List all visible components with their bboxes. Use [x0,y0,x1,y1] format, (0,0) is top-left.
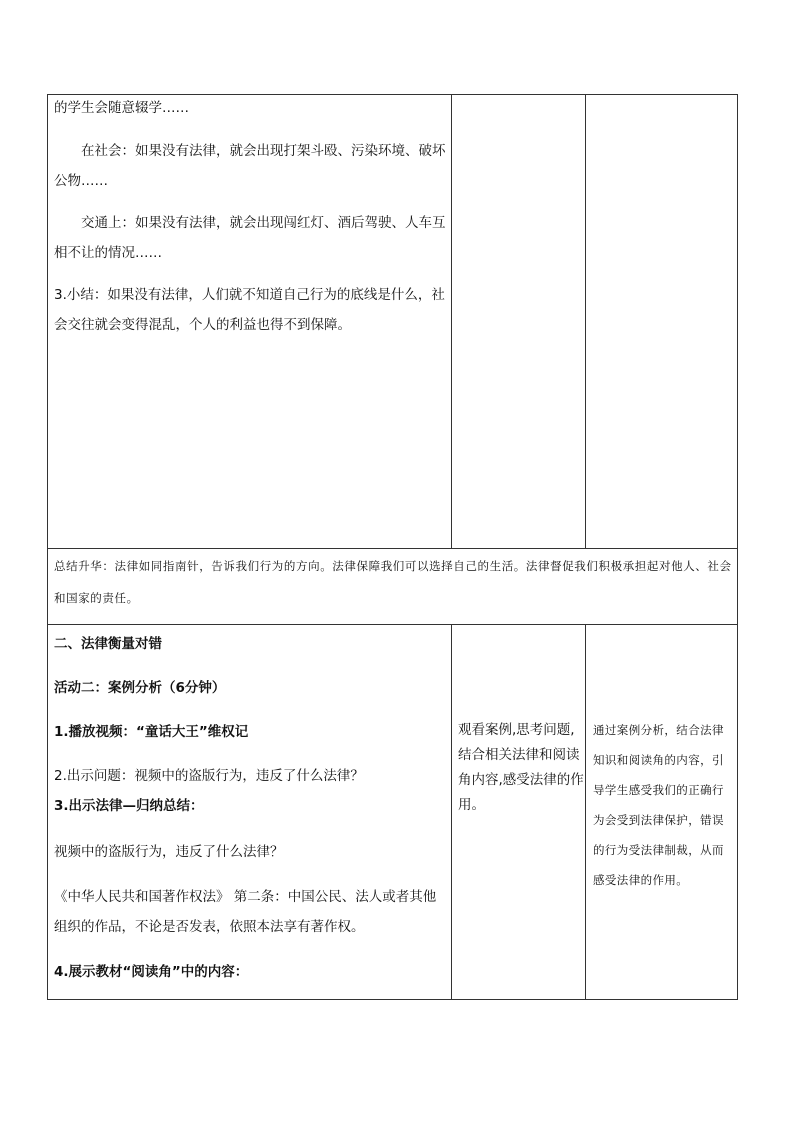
column-divider-2-top [585,94,586,549]
row-divider-1 [47,548,738,549]
column-divider-1-bottom [451,624,452,1000]
teaching-content-cell-1 [54,98,447,340]
summary-cell [54,550,734,614]
paragraph-society: 在社会：如果没有法律，就会出现打架斗殴、污染环境、破坏公物…… [54,143,446,189]
table-left-border [47,94,48,1000]
step-show-question [54,766,364,786]
step-play-video [54,722,248,742]
activity-title: 活动二：案例分析（6分钟） [54,680,226,696]
student-activity-text: 观看案例,思考问题,结合相关法律和阅读角内容,感受法律的作用。 [458,722,584,813]
summary-text: 总结升华：法律如同指南针，告诉我们行为的方向。法律保障我们可以选择自己的生活。法律督促我们积极承担起对他人、社会和国家的责任。 [54,559,732,605]
student-activity-cell [458,718,584,818]
column-divider-2-bottom [585,624,586,1000]
step-summary: 3.出示法律—归纳总结： [54,798,204,814]
table-top-border [47,94,738,95]
step-play-video-text: 1.播放视频：“童话大王”维权记 [54,724,249,740]
step-show-question-text: 2.出示问题：视频中的盗版行为，违反了什么法律？ [54,768,364,784]
design-purpose-cell [593,715,733,895]
section-heading: 二、法律衡量对错 [54,636,162,652]
table-bottom-border [47,999,738,1000]
step-reading-corner: 4.展示教材“阅读角”中的内容： [54,964,249,980]
law-text: 《中华人民共和国著作权法》 第二条：中国公民、法人或者其他组织的作品，不论是否发表，依照本法享有著作权。 [54,889,437,935]
row-divider-2 [47,624,738,625]
paragraph-dropout: 的学生会随意辍学…… [54,100,189,116]
table-right-border [737,94,738,1000]
question-text: 视频中的盗版行为，违反了什么法律？ [54,844,284,860]
paragraph-conclusion: 3.小结：如果没有法律，人们就不知道自己行为的底线是什么，社会交往就会变得混乱，个人的利益也得不到保障。 [54,287,445,333]
column-divider-1-top [451,94,452,549]
design-purpose-text: 通过案例分析，结合法律知识和阅读角的内容，引导学生感受我们的正确行为会受到法律保护，错误的行为受法律制裁，从而感受法律的作用。 [593,723,724,887]
paragraph-traffic: 交通上：如果没有法律，就会出现闯红灯、酒后驾驶、人车互相不让的情况…… [54,215,446,261]
